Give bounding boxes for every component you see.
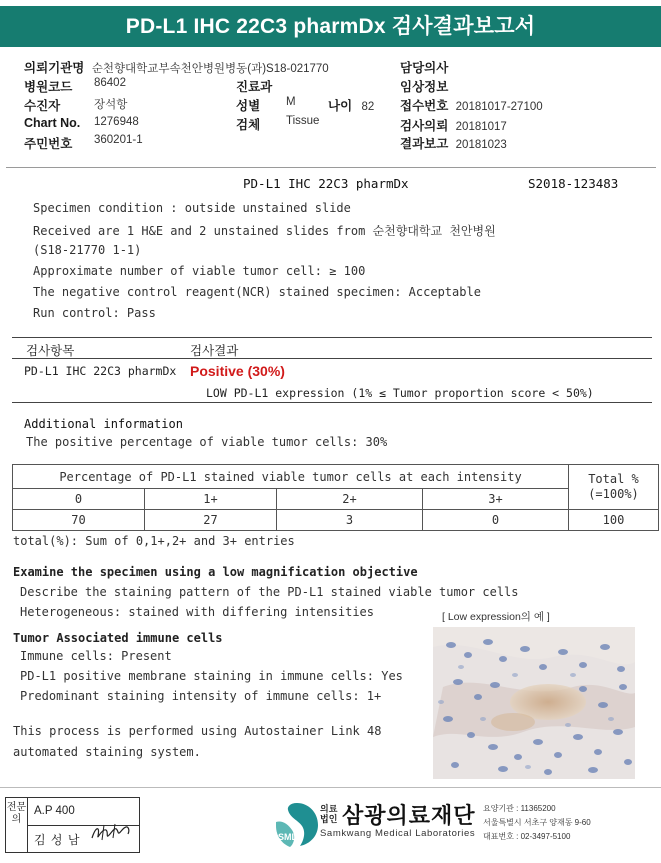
result-item: PD-L1 IHC 22C3 pharmDx (24, 364, 177, 378)
specialist-label: 전문의 (6, 798, 28, 852)
report-date-row (400, 134, 507, 152)
total-value: 100 (569, 510, 659, 531)
result-table-divider (12, 358, 652, 359)
specimen-value: Tissue (286, 115, 320, 127)
chart-no-label: Chart No. (24, 116, 81, 130)
report-line: (S18-21770 1-1) (33, 243, 142, 257)
license-number: A.P 400 (34, 805, 75, 817)
hospital-code-value: 86402 (94, 77, 126, 89)
immune-line: Immune cells: Present (20, 649, 172, 663)
header-divider (6, 167, 656, 168)
org-name: 삼광의료재단 (342, 803, 476, 828)
request-date-label: 검사의뢰 (400, 119, 449, 133)
specimen-label: 검체 (236, 118, 261, 132)
hospital-code-label: 병원코드 (24, 80, 73, 94)
col-item-header: 검사항목 (26, 344, 75, 358)
department-label: 진료과 (236, 80, 273, 94)
hospital-code-row (24, 77, 126, 95)
test-name-heading: PD-L1 IHC 22C3 pharmDx (243, 176, 409, 191)
patient-row (24, 96, 128, 114)
org-prefix-line2: 법인 (320, 814, 338, 824)
signature-box (5, 797, 140, 853)
report-date-value: 20181023 (455, 139, 507, 151)
org-phone: 대표번호 : 02-3497-5100 (483, 832, 571, 841)
sex-label: 성별 (236, 99, 261, 113)
patient-value: 장석항 (94, 99, 128, 111)
signature-mark (90, 822, 132, 844)
receipt-no-label: 접수번호 (400, 99, 449, 113)
org-prefix (320, 804, 337, 824)
report-line: The negative control reagent(NCR) stained specimen: Acceptable (33, 285, 481, 299)
immune-heading: Tumor Associated immune cells (13, 631, 223, 645)
receipt-no-row (400, 96, 543, 114)
doctor-label: 담당의사 (400, 61, 449, 75)
report-number: S2018-123483 (528, 176, 619, 191)
patient-label: 수진자 (24, 99, 61, 113)
clinical-info-row (400, 77, 448, 95)
footer-divider (0, 787, 661, 788)
age-label: 나이 (328, 99, 353, 113)
process-line: This process is performed using Autostainer Link 48 (13, 724, 382, 738)
intensity-value: 3 (277, 510, 423, 531)
report-line: Run control: Pass (33, 306, 156, 320)
additional-text: The positive percentage of viable tumor cells: 30% (26, 435, 388, 449)
intensity-value: 0 (423, 510, 569, 531)
report-title: PD-L1 IHC 22C3 pharmDx 검사결과보고서 (0, 6, 661, 47)
receipt-no-value: 20181017-27100 (455, 101, 543, 113)
institution-value: 순천향대학교부속천안병원병동(과)S18-021770 (91, 63, 329, 75)
image-caption: [ Low expression의 예 ] (442, 611, 550, 623)
id-no-row (24, 134, 143, 152)
total-heading-line2: (=100%) (588, 487, 639, 501)
intensity-value: 70 (13, 510, 145, 531)
report-line: Specimen condition : outside unstained slide (33, 201, 351, 215)
provider-number: 요양기관 : 11365200 (483, 804, 556, 813)
clinical-info-label: 임상정보 (400, 80, 449, 94)
examine-line: Describe the staining pattern of the PD-L1 stained viable tumor cells (20, 585, 519, 599)
chart-no-value: 1276948 (94, 116, 139, 128)
intensity-header: 1+ (145, 489, 277, 510)
org-english: Samkwang Medical Laboratories (320, 828, 476, 839)
total-heading (569, 465, 659, 510)
total-heading-line1: Total % (588, 472, 639, 486)
request-date-value: 20181017 (455, 121, 507, 133)
process-line: automated staining system. (13, 745, 201, 759)
logo-text: SML (278, 832, 297, 842)
intensity-table (12, 464, 659, 531)
examine-heading: Examine the specimen using a low magnification objective (13, 565, 418, 579)
immune-line: PD-L1 positive membrane staining in immune cells: Yes (20, 669, 403, 683)
report-line: Approximate number of viable tumor cell: ≥ 100 (33, 264, 366, 278)
age-row (328, 96, 374, 114)
institution-label: 의뢰기관명 (24, 61, 85, 75)
sex-row (236, 96, 296, 114)
pathologist-name: 김 성 남 (34, 833, 81, 847)
immune-line: Predominant staining intensity of immune cells: 1+ (20, 689, 382, 703)
additional-heading: Additional information (24, 417, 183, 431)
result-value: Positive (30%) (190, 363, 285, 379)
sml-logo-icon (272, 800, 322, 850)
intensity-value: 27 (145, 510, 277, 531)
id-no-label: 주민번호 (24, 137, 73, 151)
org-address: 서울특별시 서초구 양재동 9-60 (483, 818, 591, 827)
intensity-header: 3+ (423, 489, 569, 510)
microscopy-image (433, 627, 635, 779)
sex-value: M (286, 96, 296, 108)
org-prefix-line1: 의료 (320, 804, 338, 814)
age-value: 82 (361, 101, 375, 113)
chart-no-row (24, 116, 139, 130)
examine-line: Heterogeneous: stained with differing intensities (20, 605, 375, 619)
col-result-header: 검사결과 (190, 344, 239, 358)
doctor-row (400, 58, 448, 76)
report-date-label: 결과보고 (400, 137, 449, 151)
table-note: total(%): Sum of 0,1+,2+ and 3+ entries (13, 534, 295, 548)
intensity-header: 0 (13, 489, 145, 510)
intensity-table-heading: Percentage of PD-L1 stained viable tumor cells at each intensity (13, 465, 569, 489)
institution-row (24, 58, 329, 76)
report-line: Received are 1 H&E and 2 unstained slides from 순천향대학교 천안병원 (33, 224, 496, 238)
result-table (12, 337, 652, 403)
id-no-value: 360201-1 (94, 134, 143, 146)
intensity-header: 2+ (277, 489, 423, 510)
department-row (236, 77, 272, 95)
request-date-row (400, 116, 507, 134)
expression-level: LOW PD-L1 expression (1% ≤ Tumor proportion score < 50%) (206, 386, 594, 400)
specimen-row (236, 115, 320, 133)
